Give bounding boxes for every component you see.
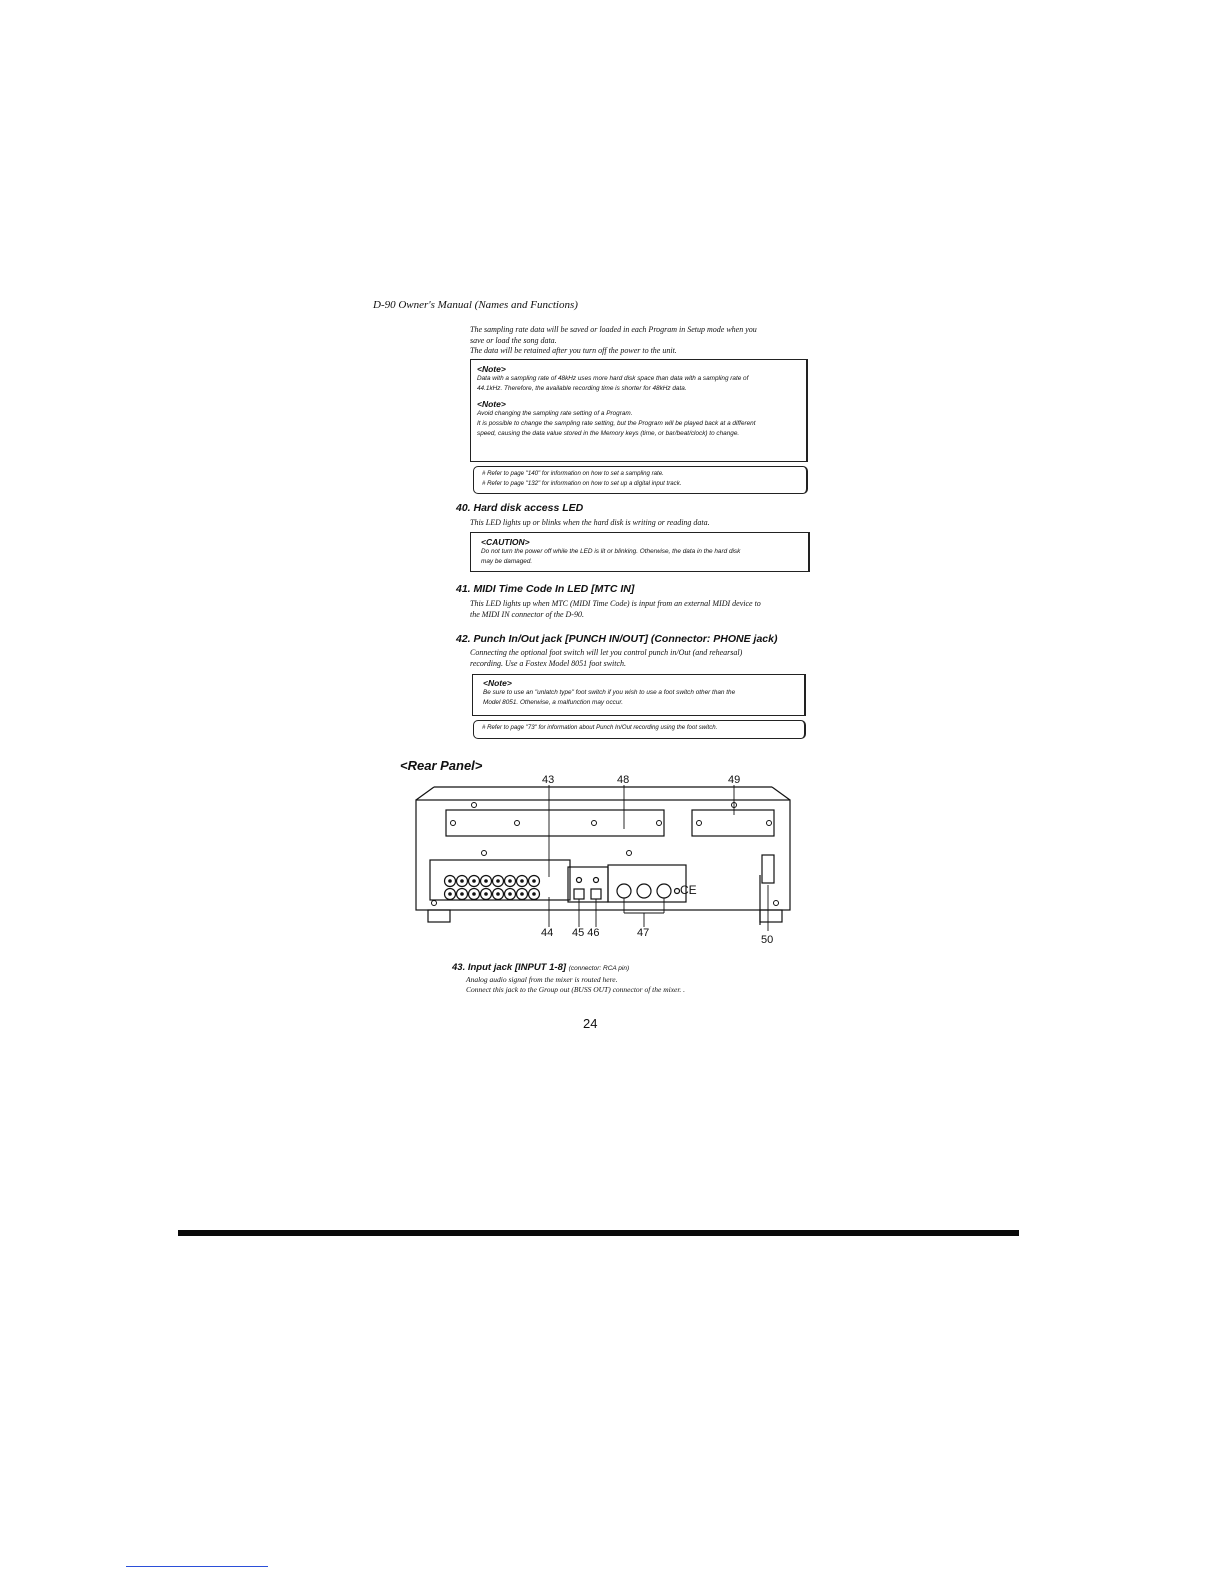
intro-line: The data will be retained after you turn off the power to the unit. xyxy=(470,346,677,355)
item-41-text xyxy=(470,599,761,620)
intro-line: The sampling rate data will be saved or loaded in each Program in Setup mode when you xyxy=(470,325,757,334)
note-box xyxy=(470,359,808,462)
caution-box xyxy=(470,532,810,572)
callout-45-46: 45 46 xyxy=(572,927,600,939)
note-title: <Note> xyxy=(483,678,512,688)
item-40-text: This LED lights up or blinks when the hard disk is writing or reading data. xyxy=(470,518,710,527)
note-line: speed, causing the data value stored in the Memory keys (time, or bar/beat/clock) to change. xyxy=(477,430,740,437)
rear-panel-title: <Rear Panel> xyxy=(400,758,483,773)
reference-line: # Refer to page "140" for information on how to set a sampling rate. xyxy=(482,470,664,477)
item-42-line: Connecting the optional foot switch will let you control punch in/Out (and rehearsal) xyxy=(470,648,743,657)
intro-line: save or load the song data. xyxy=(470,335,557,345)
note-line: 44.1kHz. Therefore, the available recording time is shorter for 48kHz data. xyxy=(477,385,687,392)
item-40-heading: 40. Hard disk access LED xyxy=(456,502,584,514)
page-header: D-90 Owner's Manual (Names and Functions) xyxy=(373,299,578,311)
item-43-heading xyxy=(452,962,685,973)
note-title: <Note> xyxy=(477,399,506,409)
link-underline xyxy=(126,1566,268,1567)
reference-line: # Refer to page "73" for information about Punch In/Out recording using the foot switch. xyxy=(482,724,718,731)
page-number: 24 xyxy=(583,1016,598,1031)
note-line: It is possible to change the sampling rate setting, but the Program will be played back at a different xyxy=(477,420,756,427)
rear-panel-diagram xyxy=(414,785,794,940)
callout-47: 47 xyxy=(637,927,650,939)
item-42-heading: 42. Punch In/Out jack [PUNCH IN/OUT] (Connector: PHONE jack) xyxy=(456,633,778,645)
item-43-line: Connect this jack to the Group out (BUSS OUT) connector of the mixer. . xyxy=(466,985,686,994)
item-41-line: This LED lights up when MTC (MIDI Time Code) is input from an external MIDI device to xyxy=(470,599,761,608)
item-43 xyxy=(452,962,685,995)
callout-48: 48 xyxy=(617,774,630,786)
callout-43: 43 xyxy=(542,774,555,786)
item-41-line: the MIDI IN connector of the D-90. xyxy=(470,609,584,619)
callout-50: 50 xyxy=(761,934,774,946)
note-line: Be sure to use an "unlatch type" foot switch if you wish to use a foot switch other than the xyxy=(483,689,736,696)
caution-line: Do not turn the power off while the LED is lit or blinking. Otherwise, the data in the hard disk xyxy=(481,548,741,555)
bottom-rule xyxy=(178,1230,1019,1236)
callout-49: 49 xyxy=(728,774,741,786)
reference-box xyxy=(473,466,808,494)
item-43-title: 43. Input jack [INPUT 1-8] xyxy=(452,962,567,973)
item-42-text xyxy=(470,648,742,669)
item-43-connector: (connector: RCA pin) xyxy=(568,965,630,972)
reference-line: # Refer to page "132" for information on how to set up a digital input track. xyxy=(482,479,682,487)
reference-box xyxy=(473,720,806,739)
note-line: Data with a sampling rate of 48kHz uses more hard disk space than data with a sampling rate of xyxy=(477,375,749,382)
item-42-line: recording. Use a Fostex Model 8051 foot switch. xyxy=(470,658,627,668)
note-line: Model 8051. Otherwise, a malfunction may occur. xyxy=(483,699,624,706)
caution-line: may be damaged. xyxy=(481,558,533,565)
note-line: Avoid changing the sampling rate setting of a Program. xyxy=(477,410,633,417)
caution-title: <CAUTION> xyxy=(481,537,530,547)
callout-44: 44 xyxy=(541,927,554,939)
note-box xyxy=(472,674,806,716)
note-title: <Note> xyxy=(477,364,506,374)
intro-paragraph xyxy=(470,325,757,357)
item-43-line: Analog audio signal from the mixer is routed here. xyxy=(466,975,618,984)
item-43-text xyxy=(466,975,685,995)
item-41-heading: 41. MIDI Time Code In LED [MTC IN] xyxy=(456,583,635,595)
ce-mark: CE xyxy=(680,883,697,897)
